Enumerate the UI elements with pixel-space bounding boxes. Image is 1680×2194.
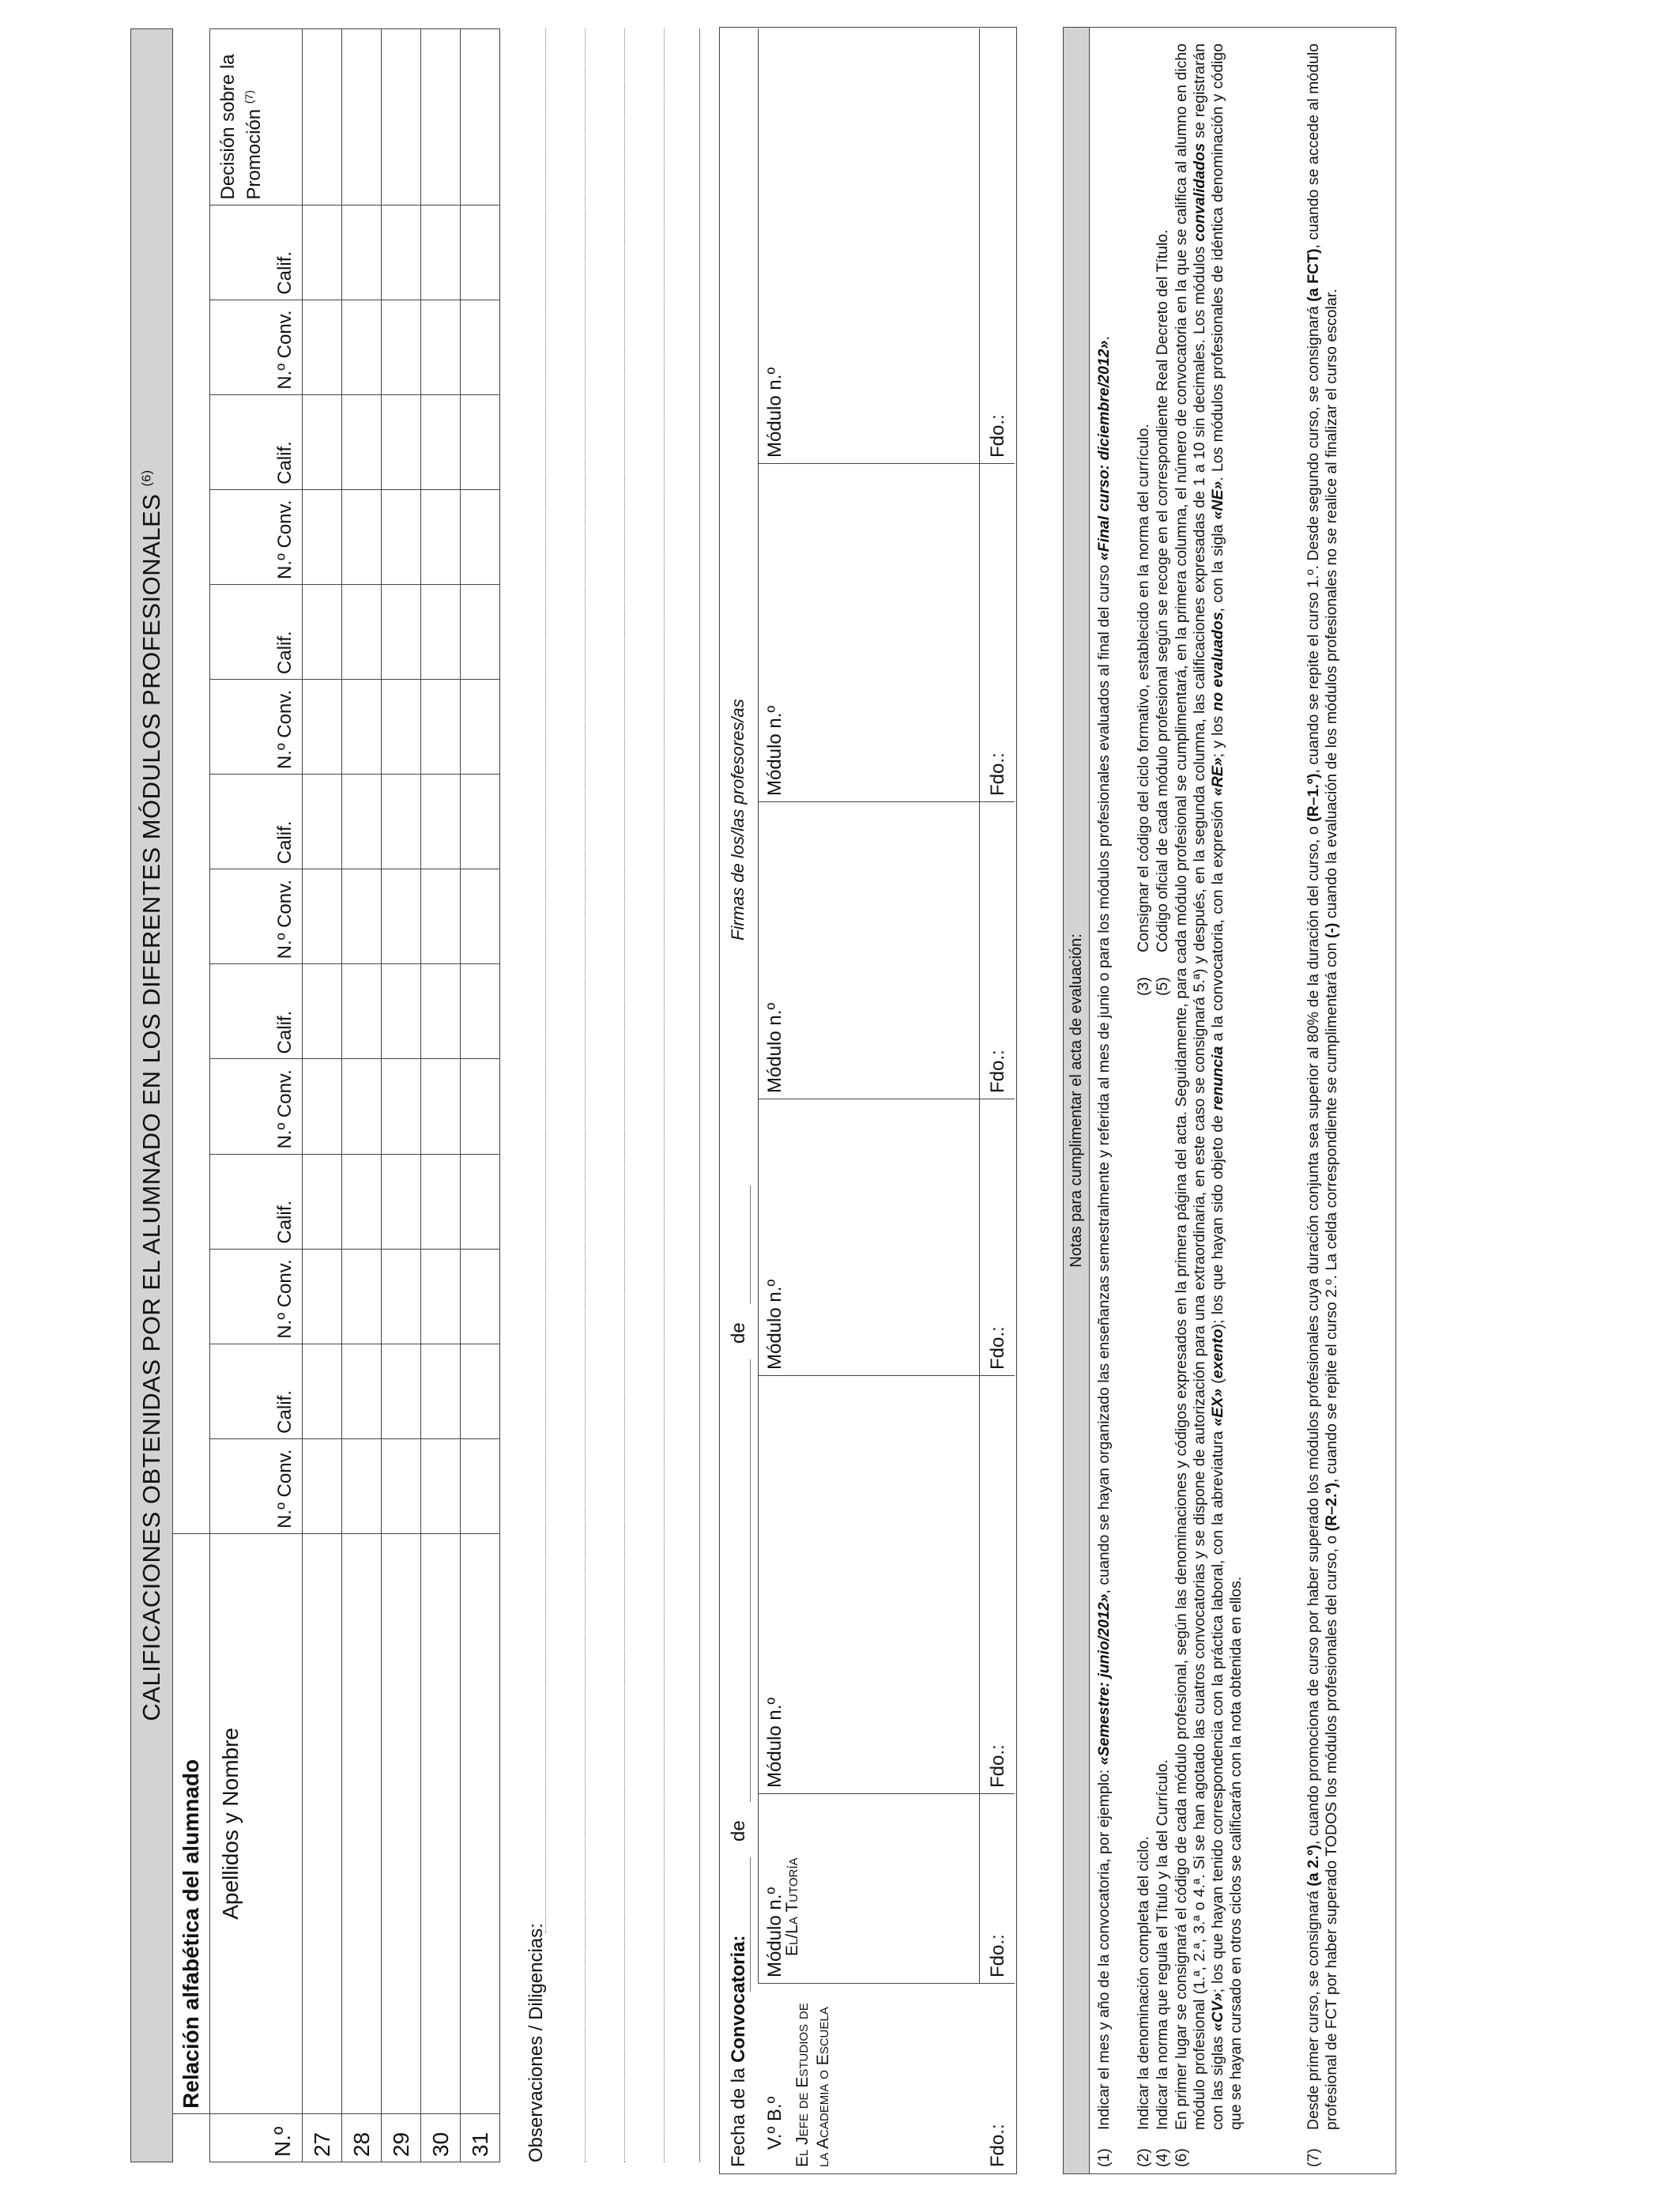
fdo-label: Fdo.: — [987, 1934, 1008, 1977]
col-calif-header: Calif. — [210, 775, 303, 869]
observaciones-line[interactable] — [545, 28, 546, 1933]
cell[interactable] — [461, 1154, 500, 1249]
fecha-month-field[interactable] — [750, 1359, 751, 1802]
cell[interactable] — [382, 205, 421, 300]
tutoria-modulo-label: Módulo n.º — [764, 1887, 785, 1977]
row-number: 30 — [421, 2113, 461, 2162]
cell[interactable] — [421, 584, 461, 679]
note-text: , cuando se repite el curso 1.º. Desde segundo curso, se consignará — [1305, 301, 1322, 774]
promo-cell[interactable] — [342, 29, 382, 205]
cell[interactable] — [421, 394, 461, 489]
observaciones-line[interactable] — [624, 28, 625, 2162]
cell[interactable] — [421, 489, 461, 584]
name-cell[interactable] — [461, 1533, 500, 2113]
observaciones-label: Observaciones / Diligencias: — [525, 1923, 547, 2162]
column-header-row — [210, 29, 303, 2162]
note-text: ; y los — [1209, 711, 1226, 758]
note-text: se registrarán con las siglas — [1191, 43, 1226, 2130]
cell[interactable] — [342, 300, 382, 394]
cell[interactable] — [342, 489, 382, 584]
modulo-label: Módulo n.º — [764, 1002, 785, 1093]
note-number: (6) — [1173, 2148, 1190, 2167]
cell[interactable] — [461, 1249, 500, 1344]
cell[interactable] — [421, 205, 461, 300]
note-text: , con la sigla — [1209, 519, 1226, 613]
cell[interactable] — [421, 1438, 461, 1533]
table-title-row — [131, 29, 173, 2162]
note-number: (3) — [1135, 977, 1152, 996]
observaciones-line[interactable] — [664, 28, 665, 2162]
col-calif-header: Calif. — [210, 964, 303, 1059]
note-emph: «NE» — [1209, 481, 1226, 520]
de-label: de — [728, 1322, 749, 1344]
cell[interactable] — [421, 1344, 461, 1438]
fdo-label: Fdo.: — [987, 1744, 1008, 1788]
cell[interactable] — [382, 775, 421, 869]
row-number: 29 — [382, 2113, 421, 2162]
modulo-label: Módulo n.º — [764, 705, 785, 796]
modulo-label: Módulo n.º — [764, 367, 785, 458]
cell[interactable] — [461, 1344, 500, 1438]
cell[interactable] — [421, 1154, 461, 1249]
cell[interactable] — [342, 1344, 382, 1438]
note-emph: (R–1.º) — [1305, 773, 1322, 822]
notes-box — [1063, 27, 1396, 2174]
col-conv-header: N.º Conv. — [210, 1249, 303, 1344]
cell[interactable] — [461, 205, 500, 300]
name-cell[interactable] — [421, 1533, 461, 2113]
cell[interactable] — [382, 1249, 421, 1344]
col-calif-header: Calif. — [210, 1154, 303, 1249]
col-conv-header: N.º Conv. — [210, 489, 303, 584]
fecha-label-text: Fecha de la — [728, 2068, 749, 2167]
divider — [758, 1983, 1015, 1984]
table-row — [461, 29, 500, 2162]
cell[interactable] — [382, 584, 421, 679]
note-emph: (a 2.º) — [1305, 1845, 1322, 1887]
row-number: 28 — [342, 2113, 382, 2162]
vb-label: V.º B.º — [764, 2096, 785, 2150]
cell[interactable] — [342, 205, 382, 300]
note-number: (2) — [1135, 2148, 1152, 2167]
cell[interactable] — [421, 1059, 461, 1154]
table-title-note: (6) — [140, 469, 154, 487]
note-emph: «Final curso: diciembre/2012» — [1095, 340, 1113, 561]
cell[interactable] — [461, 300, 500, 394]
note-text: , cuando se repite el curso 2.º. La celda correspondiente se cumplimentará con — [1323, 938, 1340, 1483]
table-row — [303, 29, 342, 2162]
cell[interactable] — [303, 300, 342, 394]
cell[interactable] — [303, 1154, 342, 1249]
note-text: ; los que hayan tenido correspondencia con la práctica laboral, con la abreviatura — [1209, 1426, 1226, 1993]
note-emph: renuncia — [1209, 1046, 1226, 1110]
fecha-year-field[interactable] — [750, 1186, 751, 1304]
cell[interactable] — [303, 869, 342, 964]
note-emph: exento — [1209, 1329, 1226, 1379]
fdo-rule — [979, 28, 980, 1984]
name-cell[interactable] — [342, 1533, 382, 2113]
note-emph: «RE» — [1209, 757, 1226, 797]
cell[interactable] — [303, 680, 342, 775]
note-text: Desde primer curso, se consignará — [1305, 1886, 1322, 2130]
row-number: 27 — [303, 2113, 342, 2162]
signature-box — [719, 27, 1017, 2174]
note-emph: «CV» — [1209, 1992, 1226, 2032]
table-row — [421, 29, 461, 2162]
notes-header: Notas para cumplimentar el acta de evaluación: — [1064, 28, 1090, 2173]
note-3: Consignar el código del ciclo formativo, establecido en la norma del currículo. — [1135, 424, 1152, 952]
promo-cell[interactable] — [303, 29, 342, 205]
col-promo-text: Decisión sobre la Promoción — [217, 54, 265, 200]
cell[interactable] — [303, 1059, 342, 1154]
cell[interactable] — [342, 869, 382, 964]
cell[interactable] — [461, 584, 500, 679]
cell[interactable] — [303, 584, 342, 679]
note-number: (1) — [1095, 2148, 1113, 2167]
cell[interactable] — [461, 775, 500, 869]
jefe-label — [793, 2003, 834, 2167]
col-calif-header: Calif. — [210, 584, 303, 679]
cell[interactable] — [461, 869, 500, 964]
cell[interactable] — [421, 300, 461, 394]
jefe-line-1: El Jefe de Estudios de — [793, 2003, 812, 2167]
note-number: (4) — [1154, 2148, 1171, 2167]
cell[interactable] — [342, 394, 382, 489]
fecha-label — [728, 1936, 750, 2167]
promo-cell[interactable] — [421, 29, 461, 205]
note-5: Código oficial de cada módulo profesional según se recoge en el correspondiente Real Decreto del Título. — [1154, 229, 1171, 952]
cell[interactable] — [303, 489, 342, 584]
note-text: a la convocatoria, con la expresión — [1209, 796, 1226, 1046]
fdo-label: Fdo.: — [987, 752, 1008, 796]
firmas-label: Firmas de los/las profesores/as — [728, 699, 748, 941]
fdo-label: Fdo.: — [987, 1326, 1008, 1370]
cell[interactable] — [461, 489, 500, 584]
cell[interactable] — [382, 300, 421, 394]
note-1 — [1095, 43, 1113, 2130]
cell[interactable] — [303, 205, 342, 300]
fecha-label-bold: Convocatoria: — [728, 1935, 749, 2063]
cell[interactable] — [382, 1059, 421, 1154]
note-emph: «Semestre: junio/2012» — [1095, 1593, 1113, 1766]
note-text: , cuando se accede al módulo profesional de FCT por haber superado TODOS los módulos profesionales del curso, o — [1305, 43, 1340, 2130]
note-emph: (a FCT) — [1305, 248, 1322, 302]
fdo-label: Fdo.: — [987, 414, 1008, 458]
observaciones-line[interactable] — [585, 28, 586, 2162]
fdo-label: Fdo.: — [987, 2124, 1008, 2167]
table-row — [342, 29, 382, 2162]
cell[interactable] — [342, 1438, 382, 1533]
fdo-label: Fdo.: — [987, 1050, 1008, 1093]
cell[interactable] — [342, 584, 382, 679]
divider — [758, 463, 1015, 464]
cell[interactable] — [382, 1154, 421, 1249]
col-calif-header: Calif. — [210, 1344, 303, 1438]
de-label: de — [728, 1820, 749, 1842]
promo-cell[interactable] — [461, 29, 500, 205]
cell[interactable] — [421, 775, 461, 869]
note-text: ); los que hayan sido objeto de — [1209, 1110, 1226, 1329]
table-title-text: CALIFICACIONES OBTENIDAS POR EL ALUMNADO EN LOS DIFERENTES MÓDULOS PROFESIONALES — [137, 493, 165, 1721]
cell[interactable] — [342, 680, 382, 775]
cell[interactable] — [303, 775, 342, 869]
table-row — [382, 29, 421, 2162]
modulo-label: Módulo n.º — [764, 1279, 785, 1370]
note-6 — [1173, 43, 1245, 2130]
cell[interactable] — [342, 1059, 382, 1154]
cell[interactable] — [382, 489, 421, 584]
note-number: (7) — [1305, 2148, 1322, 2167]
cell[interactable] — [342, 775, 382, 869]
col-conv-header: N.º Conv. — [210, 300, 303, 394]
note-emph: (R–2.º) — [1323, 1483, 1340, 1532]
note-text: . Los módulos profesionales de idéntica denominación y código que se hayan cursado en otros ciclos se calificarán con la nota obtenida en ellos. — [1209, 43, 1245, 2130]
cell[interactable] — [303, 394, 342, 489]
name-cell[interactable] — [303, 1533, 342, 2113]
note-text: , cuando se hayan organizado las enseñanzas semestralmente y referida al mes de junio o para los módulos profesionales evaluados al final del curso — [1095, 560, 1113, 1594]
col-promo-note: (7) — [243, 90, 255, 104]
note-text: En primer lugar se consignará el código de cada módulo profesional, según las denominaciones y códigos expresados en la primera página del acta. Seguidamente, para cada módulo profesional se cumplimentará, en la primera columna, el número de convocatoria en la que se califica al alumno en dicho módulo profesional (1.ª, 2.ª, 3.ª o 4.ª. Si se han agotado las cuatros convocatorias y se dispone de autorización para una extraordinaria, en este caso se consignará 5.ª) y después, en la segunda columna, las calificaciones expresadas de 1 a 10 sin decimales. Los módulos — [1173, 43, 1208, 2130]
divider — [758, 1793, 1015, 1794]
note-emph: convalidados — [1191, 143, 1208, 242]
col-calif-header: Calif. — [210, 394, 303, 489]
note-text: , cuando promociona de curso por haber superado los módulos profesionales cuya duración conjunta sea superior al 80% de la duración del curso, o — [1305, 821, 1322, 1845]
cell[interactable] — [382, 394, 421, 489]
cell[interactable] — [421, 964, 461, 1059]
note-emph: no evaluados — [1209, 612, 1226, 711]
cell[interactable] — [382, 869, 421, 964]
col-promo-header — [210, 29, 303, 205]
observaciones-rule — [699, 28, 700, 2162]
note-emph: «EX» — [1209, 1388, 1226, 1427]
col-conv-header: N.º Conv. — [210, 1438, 303, 1533]
modulo-label: Módulo n.º — [764, 1697, 785, 1788]
col-conv-header: N.º Conv. — [210, 869, 303, 964]
col-name-header: Apellidos y Nombre — [210, 1533, 303, 2113]
jefe-line-2: la Academia o Escuela — [814, 2007, 832, 2167]
fecha-day-field[interactable] — [750, 1857, 751, 1992]
cell[interactable] — [382, 1438, 421, 1533]
cell[interactable] — [461, 1438, 500, 1533]
cell[interactable] — [342, 1154, 382, 1249]
name-cell[interactable] — [382, 1533, 421, 2113]
note-2: Indicar la denominación completa del ciclo. — [1135, 1836, 1152, 2130]
divider — [758, 801, 1015, 802]
col-conv-header: N.º Conv. — [210, 680, 303, 775]
table-title — [131, 29, 173, 2162]
note-text: cuando la evaluación de los módulos profesionales no se realice al finalizar el curso escolar. — [1323, 288, 1340, 923]
header-rule — [758, 28, 759, 1984]
note-7 — [1305, 43, 1341, 2130]
cell[interactable] — [342, 964, 382, 1059]
cell[interactable] — [382, 1344, 421, 1438]
cell[interactable] — [461, 680, 500, 775]
cell[interactable] — [461, 394, 500, 489]
promo-cell[interactable] — [382, 29, 421, 205]
cell[interactable] — [421, 1249, 461, 1344]
divider — [758, 1375, 1015, 1376]
cell[interactable] — [421, 680, 461, 775]
note-text: ( — [1209, 1378, 1226, 1389]
note-number: (5) — [1154, 977, 1171, 996]
note-4: Indicar la norma que regula el Título y la del Currículo. — [1154, 1759, 1171, 2130]
col-calif-header: Calif. — [210, 205, 303, 300]
col-num-header: N.º — [210, 2113, 303, 2162]
cell[interactable] — [303, 1249, 342, 1344]
tutoria-label: El/La Tutoría — [783, 1857, 801, 1956]
grades-table — [130, 28, 500, 2162]
note-text: . — [1095, 336, 1113, 341]
cell[interactable] — [303, 1344, 342, 1438]
cell[interactable] — [382, 680, 421, 775]
cell[interactable] — [421, 869, 461, 964]
relacion-row — [173, 29, 210, 2162]
cell[interactable] — [382, 964, 421, 1059]
cell[interactable] — [303, 1438, 342, 1533]
cell[interactable] — [303, 964, 342, 1059]
note-text: Indicar el mes y año de la convocatoria, por ejemplo: — [1095, 1765, 1113, 2130]
note-emph: (-) — [1323, 922, 1340, 939]
col-conv-header: N.º Conv. — [210, 1059, 303, 1154]
cell[interactable] — [461, 964, 500, 1059]
row-number: 31 — [461, 2113, 500, 2162]
cell[interactable] — [342, 1249, 382, 1344]
relacion-label: Relación alfabética del alumnado — [173, 1533, 210, 2113]
cell[interactable] — [461, 1059, 500, 1154]
